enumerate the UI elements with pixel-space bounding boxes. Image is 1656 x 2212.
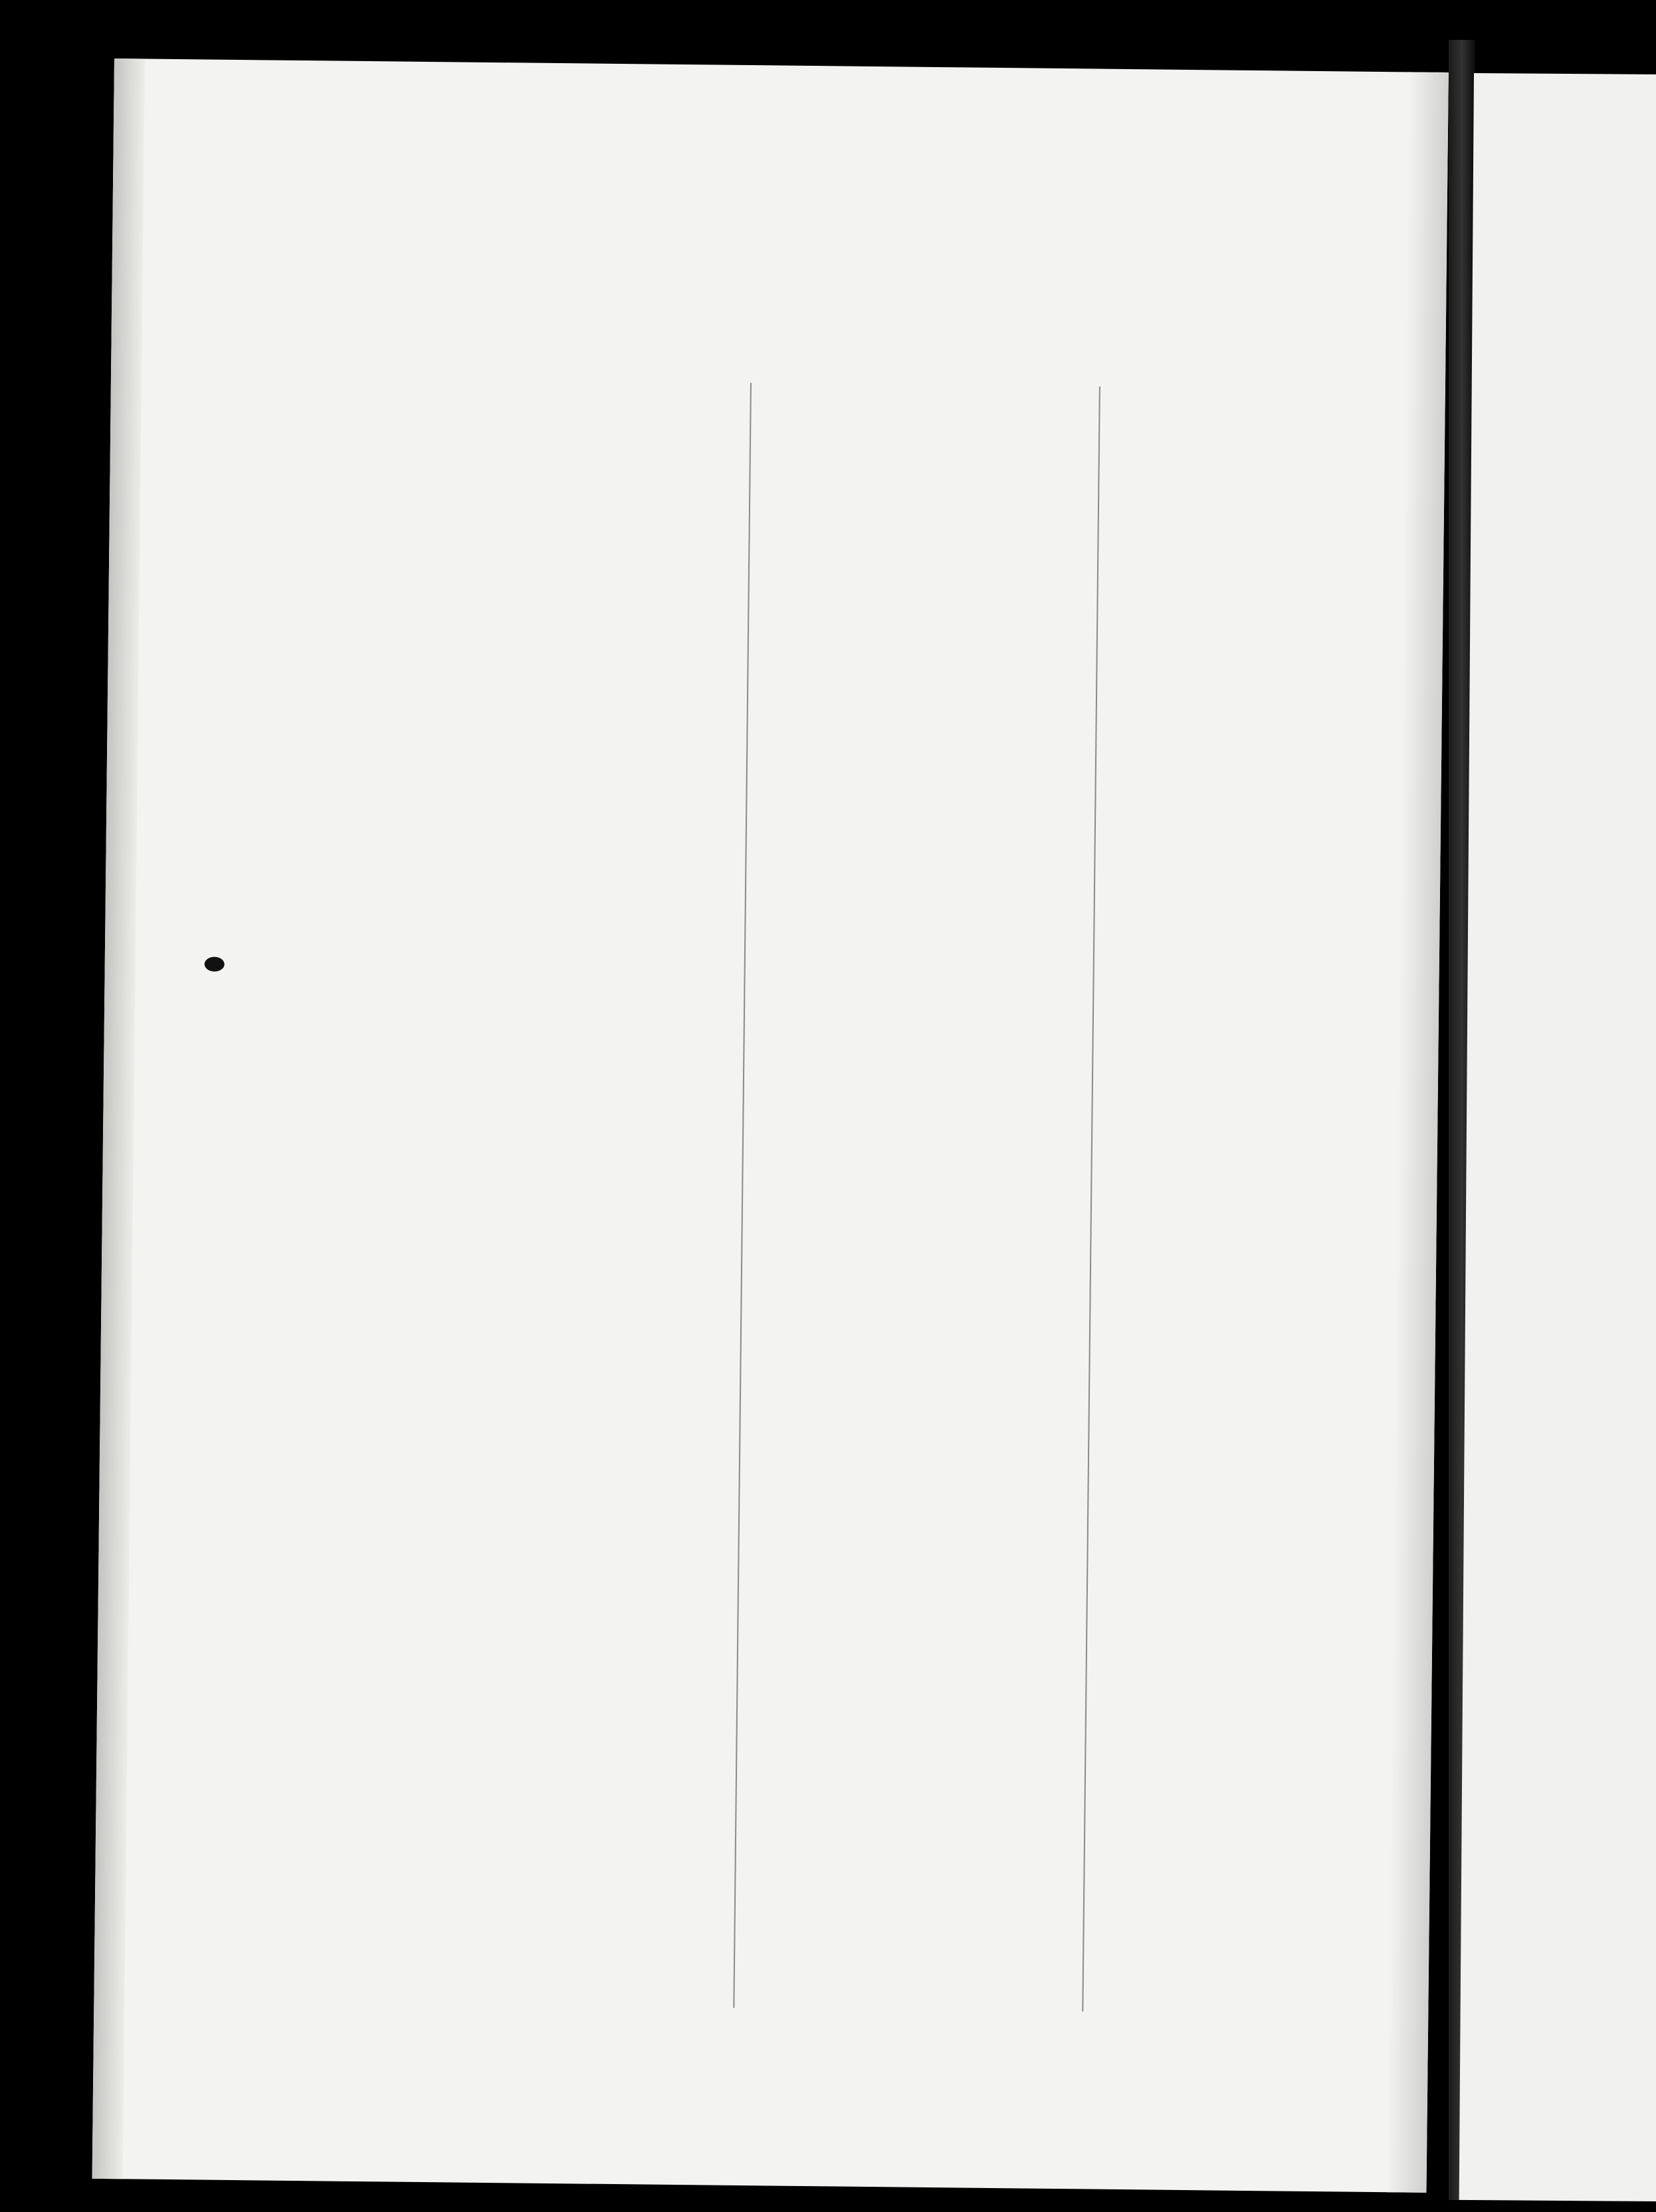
vocabulary-column-1 [288,374,737,379]
facing-page-fragment [1459,73,1656,2201]
column-rule [733,383,752,2008]
facing-page-bottom-entries [1474,73,1656,74]
dictionary-page [92,58,1449,2193]
vocabulary-column-3 [1108,383,1443,386]
facing-page-top-entries [1474,73,1656,74]
vocabulary-column-2 [761,379,1090,382]
ink-speck [205,956,225,971]
column-rule [1082,387,1100,2012]
